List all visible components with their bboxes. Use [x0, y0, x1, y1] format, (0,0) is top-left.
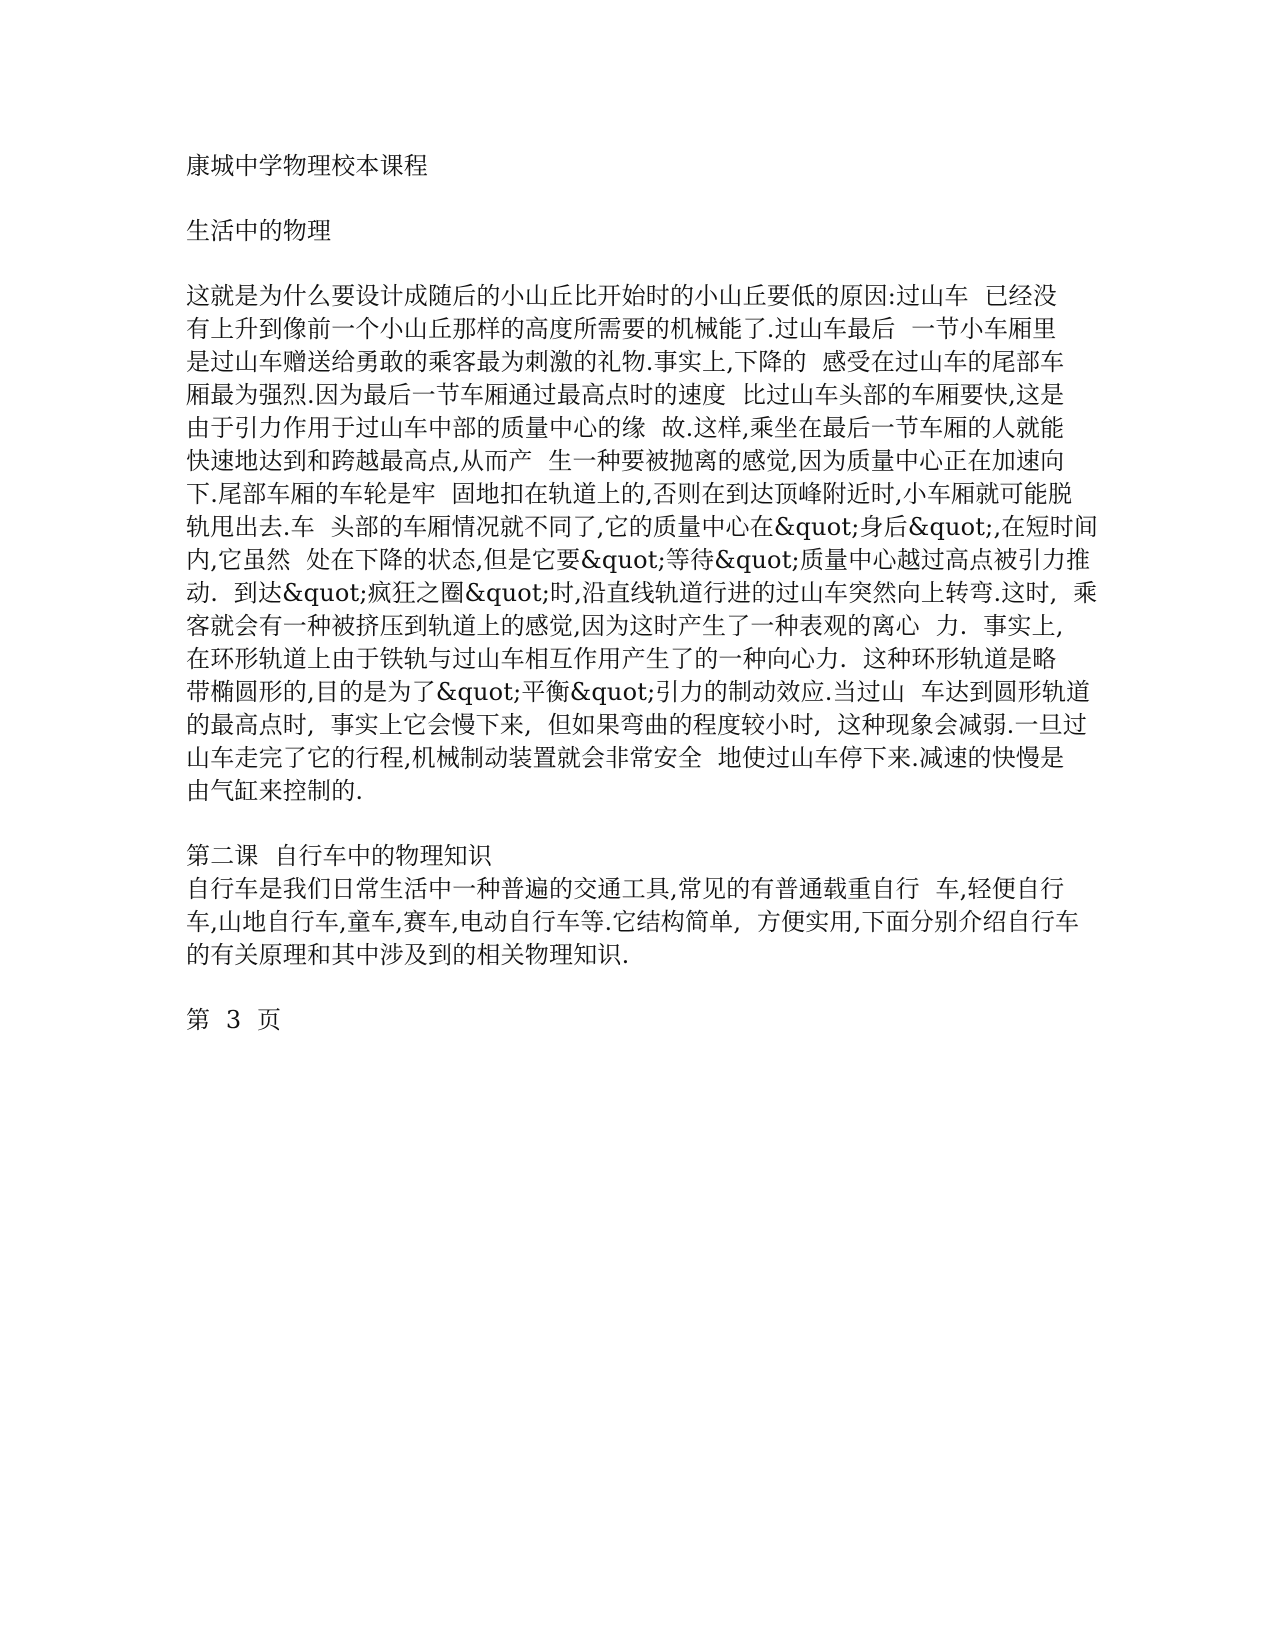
paragraph-bicycle	[186, 873, 1091, 972]
lesson-heading: 第二课 自行车中的物理知识	[186, 842, 493, 870]
paragraph-line: 有上升到像前一个小山丘那样的高度所需要的机械能了.过山车最后 一节小车厢里	[186, 315, 1057, 343]
paragraph-line: 的有关原理和其中涉及到的相关物理知识.	[186, 941, 630, 969]
page-content	[186, 150, 1099, 1037]
paragraph-line: 的最高点时, 事实上它会慢下来, 但如果弯曲的程度较小时, 这种现象会减弱.一旦过	[186, 711, 1088, 739]
paragraph-line: 快速地达到和跨越最高点,从而产 生一种要被抛离的感觉,因为质量中心正在加速向	[186, 447, 1065, 475]
paragraph-line: 山车走完了它的行程,机械制动装置就会非常安全 地使过山车停下来.减速的快慢是	[186, 744, 1065, 772]
paragraph-line: 轨甩出去.车 头部的车厢情况就不同了,它的质量中心在&quot;身后&quot;,在短时间	[186, 513, 1099, 541]
spacer	[186, 183, 1091, 215]
paragraph-line: 厢最为强烈.因为最后一节车厢通过最高点时的速度 比过山车头部的车厢要快,这是	[186, 381, 1065, 409]
paragraph-line: 下.尾部车厢的车轮是牢 固地扣在轨道上的,否则在到达顶峰附近时,小车厢就可能脱	[186, 480, 1073, 508]
paragraph-line: 车,山地自行车,童车,赛车,电动自行车等.它结构简单, 方便实用,下面分别介绍自行车	[186, 908, 1080, 936]
spacer	[186, 248, 1091, 280]
spacer	[186, 972, 1091, 1004]
paragraph-line: 由气缸来控制的.	[186, 777, 364, 805]
paragraph-line: 内,它虽然 处在下降的状态,但是它要&quot;等待&quot;质量中心越过高点被引力推	[186, 546, 1091, 574]
paragraph-roller-coaster	[186, 280, 1099, 808]
school-course-title: 康城中学物理校本课程	[186, 152, 428, 180]
paragraph-line: 客就会有一种被挤压到轨道上的感觉,因为这时产生了一种表观的离心 力. 事实上,	[186, 612, 1064, 640]
paragraph-line: 是过山车赠送给勇敢的乘客最为刺激的礼物.事实上,下降的 感受在过山车的尾部车	[186, 348, 1065, 376]
paragraph-line: 这就是为什么要设计成随后的小山丘比开始时的小山丘要低的原因:过山车 已经没	[186, 282, 1057, 310]
paragraph-line: 动. 到达&quot;疯狂之圈&quot;时,沿直线轨道行进的过山车突然向上转弯.这时, 乘	[186, 579, 1098, 607]
paragraph-line: 自行车是我们日常生活中一种普遍的交通工具,常见的有普通载重自行 车,轻便自行	[186, 875, 1065, 903]
book-title: 生活中的物理	[186, 217, 332, 245]
paragraph-line: 由于引力作用于过山车中部的质量中心的缘 故.这样,乘坐在最后一节车厢的人就能	[186, 414, 1065, 442]
page-number: 第 3 页	[186, 1006, 282, 1034]
paragraph-line: 在环形轨道上由于铁轨与过山车相互作用产生了的一种向心力. 这种环形轨道是略	[186, 645, 1057, 673]
paragraph-line: 带椭圆形的,目的是为了&quot;平衡&quot;引力的制动效应.当过山 车达到圆形轨道	[186, 678, 1091, 706]
spacer	[186, 808, 1091, 840]
